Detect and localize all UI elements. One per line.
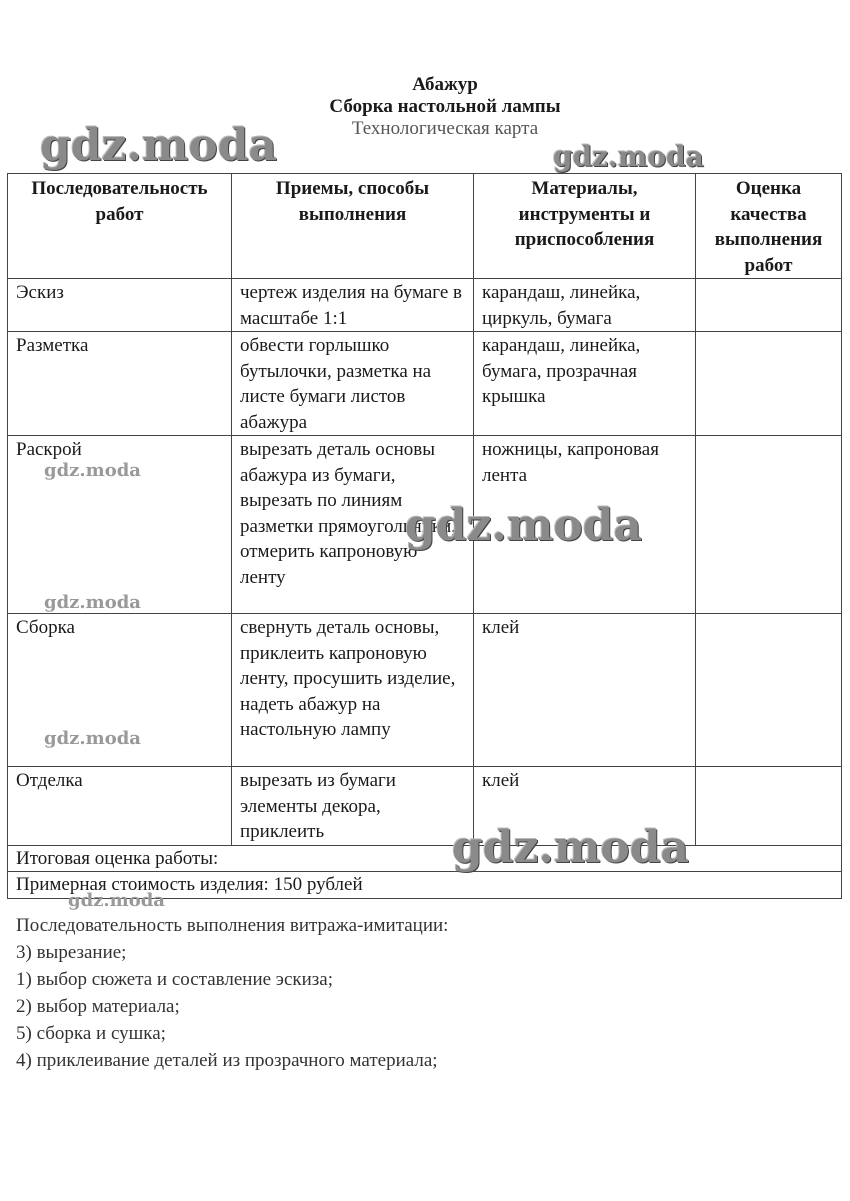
row-step: Отделка	[8, 767, 232, 846]
watermark: gdz.moda	[553, 140, 704, 173]
sequence-block	[16, 912, 448, 1074]
header-methods: Приемы, способы выполнения	[232, 174, 474, 279]
row-step: Разметка	[8, 332, 232, 436]
total-grade-row	[8, 845, 842, 872]
list-item: 5) сборка и сушка;	[16, 1023, 166, 1044]
row-step: Сборка	[8, 614, 232, 767]
list-item: 4) приклеивание деталей из прозрачного материала;	[16, 1050, 438, 1071]
header-grade: Оценка качества выполнения работ	[696, 174, 842, 279]
row-grade	[696, 767, 842, 846]
list-item: 3) вырезание;	[16, 942, 127, 963]
watermark: gdz.moda	[44, 460, 141, 481]
cost-label: Примерная стоимость изделия: 150 рублей	[8, 872, 842, 899]
watermark: gdz.moda	[44, 592, 141, 613]
row-grade	[696, 279, 842, 332]
table-row	[8, 767, 842, 846]
watermark: gdz.moda	[40, 120, 278, 171]
row-method: вырезать из бумаги элементы декора, приклеить	[232, 767, 474, 846]
row-method: вырезать деталь основы абажура из бумаги, вырезать по линиям разметки прямоугольники, отмерить капроновую ленту	[232, 436, 474, 614]
row-method: чертеж изделия на бумаге в масштабе 1:1	[232, 279, 474, 332]
list-item: 1) выбор сюжета и составление эскиза;	[16, 969, 333, 990]
total-grade-label: Итоговая оценка работы:	[8, 845, 842, 872]
document-subtitle: Сборка настольной лампы	[329, 96, 561, 117]
watermark: gdz.moda	[44, 728, 141, 749]
table-header-row	[8, 174, 842, 279]
document-title: Абажур	[412, 74, 478, 95]
header-materials: Материалы, инструменты и приспособления	[474, 174, 696, 279]
table-row	[8, 332, 842, 436]
row-materials: карандаш, линейка, бумага, прозрачная крышка	[474, 332, 696, 436]
watermark: gdz.moda	[68, 890, 165, 911]
list-item: 2) выбор материала;	[16, 996, 180, 1017]
row-step: Раскрой	[8, 436, 232, 614]
watermark: gdz.moda	[405, 500, 643, 551]
sequence-heading: Последовательность выполнения витража-имитации:	[16, 915, 449, 936]
header-sequence: Последовательность работ	[8, 174, 232, 279]
row-method: обвести горлышко бутылочки, разметка на листе бумаги листов абажура	[232, 332, 474, 436]
watermark: gdz.moda	[452, 822, 690, 873]
row-step: Эскиз	[8, 279, 232, 332]
row-materials: ножницы, капроновая лента	[474, 436, 696, 614]
row-grade	[696, 436, 842, 614]
row-materials: клей	[474, 767, 696, 846]
row-materials: клей	[474, 614, 696, 767]
document-caption: Технологическая карта	[351, 118, 539, 139]
table-row	[8, 279, 842, 332]
row-method: свернуть деталь основы, приклеить капроновую ленту, просушить изделие, надеть абажур на настольную лампу	[232, 614, 474, 767]
row-materials: карандаш, линейка, циркуль, бумага	[474, 279, 696, 332]
row-grade	[696, 614, 842, 767]
row-grade	[696, 332, 842, 436]
